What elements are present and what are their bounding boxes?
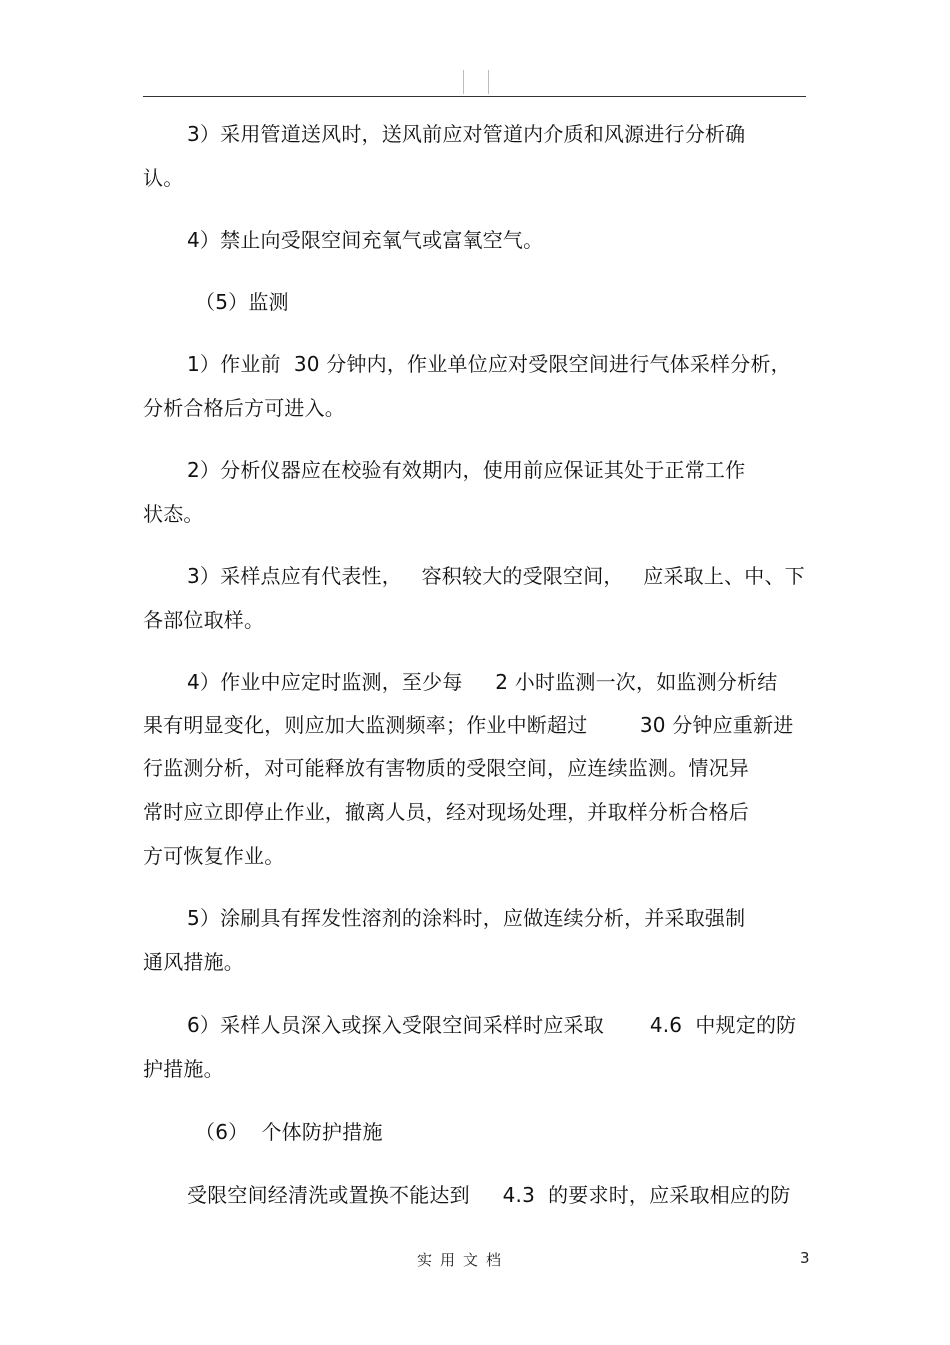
paragraph-line: 认。 [143, 166, 184, 190]
section-heading: （6） 个体防护措施 [195, 1120, 383, 1144]
header-mark [463, 70, 489, 94]
page-number: 3 [800, 1249, 810, 1267]
paragraph-line: 果有明显变化，则应加大监测频率；作业中断超过 30 分钟应重新进 [143, 713, 794, 737]
footer-label: 实用文档 [417, 1251, 510, 1269]
paragraph-line: 分析合格后方可进入。 [143, 396, 345, 420]
header-rule [143, 96, 806, 97]
paragraph-line: 受限空间经清洗或置换不能达到 4.3 的要求时，应采取相应的防 [187, 1183, 791, 1207]
paragraph-line: 方可恢复作业。 [143, 844, 285, 868]
paragraph-line: 4）作业中应定时监测，至少每 2 小时监测一次，如监测分析结 [187, 670, 778, 694]
paragraph-line: 3）采用管道送风时，送风前应对管道内介质和风源进行分析确 [187, 122, 746, 146]
paragraph-line: 行监测分析，对可能释放有害物质的受限空间，应连续监测。情况异 [143, 756, 749, 780]
paragraph-line: 状态。 [143, 502, 204, 526]
paragraph-line: 6）采样人员深入或探入受限空间采样时应采取 4.6 中规定的防 [187, 1013, 797, 1037]
paragraph-line: 通风措施。 [143, 950, 244, 974]
paragraph-line: 1）作业前 30 分钟内，作业单位应对受限空间进行气体采样分析， [187, 352, 791, 376]
section-heading: （5）监测 [195, 290, 289, 314]
paragraph-line: 2）分析仪器应在校验有效期内，使用前应保证其处于正常工作 [187, 458, 746, 482]
paragraph-line: 3）采样点应有代表性， 容积较大的受限空间， 应采取上、中、下 [187, 564, 805, 588]
paragraph-line: 4）禁止向受限空间充氧气或富氧空气。 [187, 228, 544, 252]
paragraph-line: 5）涂刷具有挥发性溶剂的涂料时，应做连续分析，并采取强制 [187, 906, 746, 930]
paragraph-line: 常时应立即停止作业，撤离人员，经对现场处理，并取样分析合格后 [143, 800, 749, 824]
paragraph-line: 护措施。 [143, 1057, 224, 1081]
paragraph-line: 各部位取样。 [143, 608, 265, 632]
